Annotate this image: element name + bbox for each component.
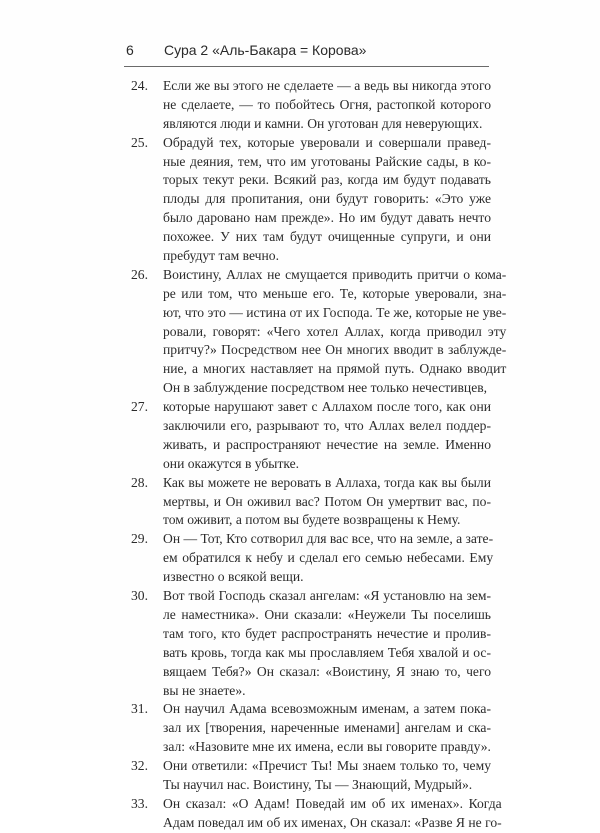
- verse-text: [163, 398, 491, 474]
- verse-number: 31.: [131, 701, 148, 717]
- verse-line: ние, а многих наставляет на прямой путь. Однако вводит: [163, 361, 507, 377]
- verse-line: Ты научил нас. Воистину, Ты — Знающий, Мудрый».: [163, 776, 473, 792]
- verse-line: притчу?» Посредством нее Он многих вводит в заблужде-: [163, 342, 507, 358]
- verse-line: ем обратился к небу и сделал его семью небесами. Ему: [163, 550, 494, 566]
- verse-line: Как вы можете не веровать в Аллаха, тогда как вы были: [163, 474, 491, 490]
- verse-text: [163, 587, 491, 700]
- verse-line: Воистину, Аллах не смущается приводить притчи о кома-: [163, 266, 507, 282]
- verse-text: [163, 134, 491, 266]
- verse-line: зал: «Назовите мне их имена, если вы говорите правду».: [163, 739, 491, 755]
- verse-text: [163, 266, 506, 398]
- verse-number: 33.: [131, 795, 148, 811]
- verse-line: Он сказал: «О Адам! Поведай им об их именах». Когда: [163, 795, 502, 811]
- verse-29: [131, 530, 494, 587]
- verse-line: Обрадуй тех, которые уверовали и совершали правед-: [163, 134, 491, 150]
- verse-32: [131, 757, 491, 795]
- verse-list: [131, 77, 507, 833]
- verse-number: 27.: [131, 399, 148, 415]
- verse-number: 32.: [131, 758, 148, 774]
- verse-line: не сделаете, — то побойтесь Огня, растопкой которого: [163, 96, 491, 112]
- verse-line: Адам поведал им об их именах, Он сказал: «Разве Я не го-: [163, 814, 502, 830]
- verse-line: являются люди и камни. Он уготован для неверующих.: [163, 115, 483, 131]
- verse-line: ре или том, что меньше его. Те, которые уверовали, зна-: [163, 285, 507, 301]
- verse-number: 28.: [131, 474, 148, 490]
- verse-27: [131, 398, 491, 474]
- verse-line: известно о всякой вещи.: [163, 569, 304, 585]
- verse-line: Он научил Адама всевозможным именам, а затем пока-: [163, 701, 491, 717]
- verse-25: [131, 134, 491, 266]
- verse-text: [163, 530, 493, 587]
- verse-line: торых текут реки. Всякий раз, когда им будут подавать: [163, 172, 491, 188]
- verse-number: 24.: [131, 78, 148, 93]
- verse-33: [131, 795, 502, 833]
- verse-31: [131, 700, 491, 757]
- verse-line: ле наместника». Они сказали: «Неужели Ты поселишь: [163, 606, 491, 622]
- verse-line: похожее. У них там будут очищенные супруги, и они: [163, 229, 491, 245]
- verse-line: ные деяния, тем, что им уготованы Райские сады, в ко-: [163, 153, 491, 169]
- verse-number: 29.: [131, 531, 148, 547]
- verse-number: 30.: [131, 588, 148, 604]
- verse-number: 26.: [131, 266, 148, 282]
- verse-line: зал их [творения, нареченные именами] ангелам и ска-: [163, 720, 491, 736]
- header-rule: [124, 66, 489, 67]
- verse-line: там того, кто будет распространять нечестие и пролив-: [163, 625, 491, 641]
- verse-line: они окажутся в убытке.: [163, 455, 300, 471]
- verse-line: было даровано нам прежде». Но им будут давать нечто: [163, 210, 491, 226]
- verse-line: заключили его, разрывают то, что Аллах велел поддер-: [163, 418, 491, 434]
- verse-28: [131, 474, 491, 531]
- running-head: [126, 42, 366, 58]
- verse-line: Он в заблуждение посредством нее только нечестивцев,: [163, 380, 488, 396]
- verse-line: Если же вы этого не сделаете — а ведь вы никогда этого: [163, 78, 491, 93]
- verse-line: Он — Тот, Кто сотворил для вас все, что на земле, а зате-: [163, 531, 494, 547]
- verse-text: [163, 795, 502, 833]
- verse-line: вать кровь, тогда как мы прославляем Тебя хвалой и ос-: [163, 644, 491, 660]
- verse-26: [131, 266, 507, 398]
- verse-line: ют, что это — истина от их Господа. Те же, которые не уве-: [163, 304, 507, 320]
- verse-line: том оживит, а потом вы будете возвращены к Нему.: [163, 512, 461, 528]
- verse-text: [163, 700, 491, 757]
- verse-30: [131, 587, 491, 700]
- page-number: 6: [126, 42, 134, 58]
- verse-line: мертвы, и Он оживил вас? Потом Он умертвит вас, по-: [163, 493, 491, 509]
- verse-line: Они ответили: «Пречист Ты! Мы знаем только то, чему: [163, 758, 491, 774]
- verse-text: [163, 474, 491, 531]
- verse-line: ровали, говорят: «Чего хотел Аллах, когда приводил эту: [163, 323, 507, 339]
- verse-line: которые нарушают завет с Аллахом после того, как они: [163, 399, 491, 415]
- verse-line: вы не знаете».: [163, 682, 246, 698]
- verse-text: [163, 77, 491, 134]
- verse-text: [163, 757, 491, 795]
- verse-line: пребудут там вечно.: [163, 248, 279, 264]
- verse-number: 25.: [131, 134, 148, 150]
- running-title: Сура 2 «Аль-Бакара = Корова»: [164, 42, 367, 58]
- verse-line: плоды для пропитания, они будут говорить: «Это уже: [163, 191, 491, 207]
- verse-24: [131, 77, 491, 134]
- verse-line: вящаем Тебя?» Он сказал: «Воистину, Я знаю то, чего: [163, 663, 491, 679]
- verse-line: живать, и распространяют нечестие на земле. Именно: [163, 436, 491, 452]
- verse-line: Вот твой Господь сказал ангелам: «Я установлю на зем-: [163, 588, 491, 604]
